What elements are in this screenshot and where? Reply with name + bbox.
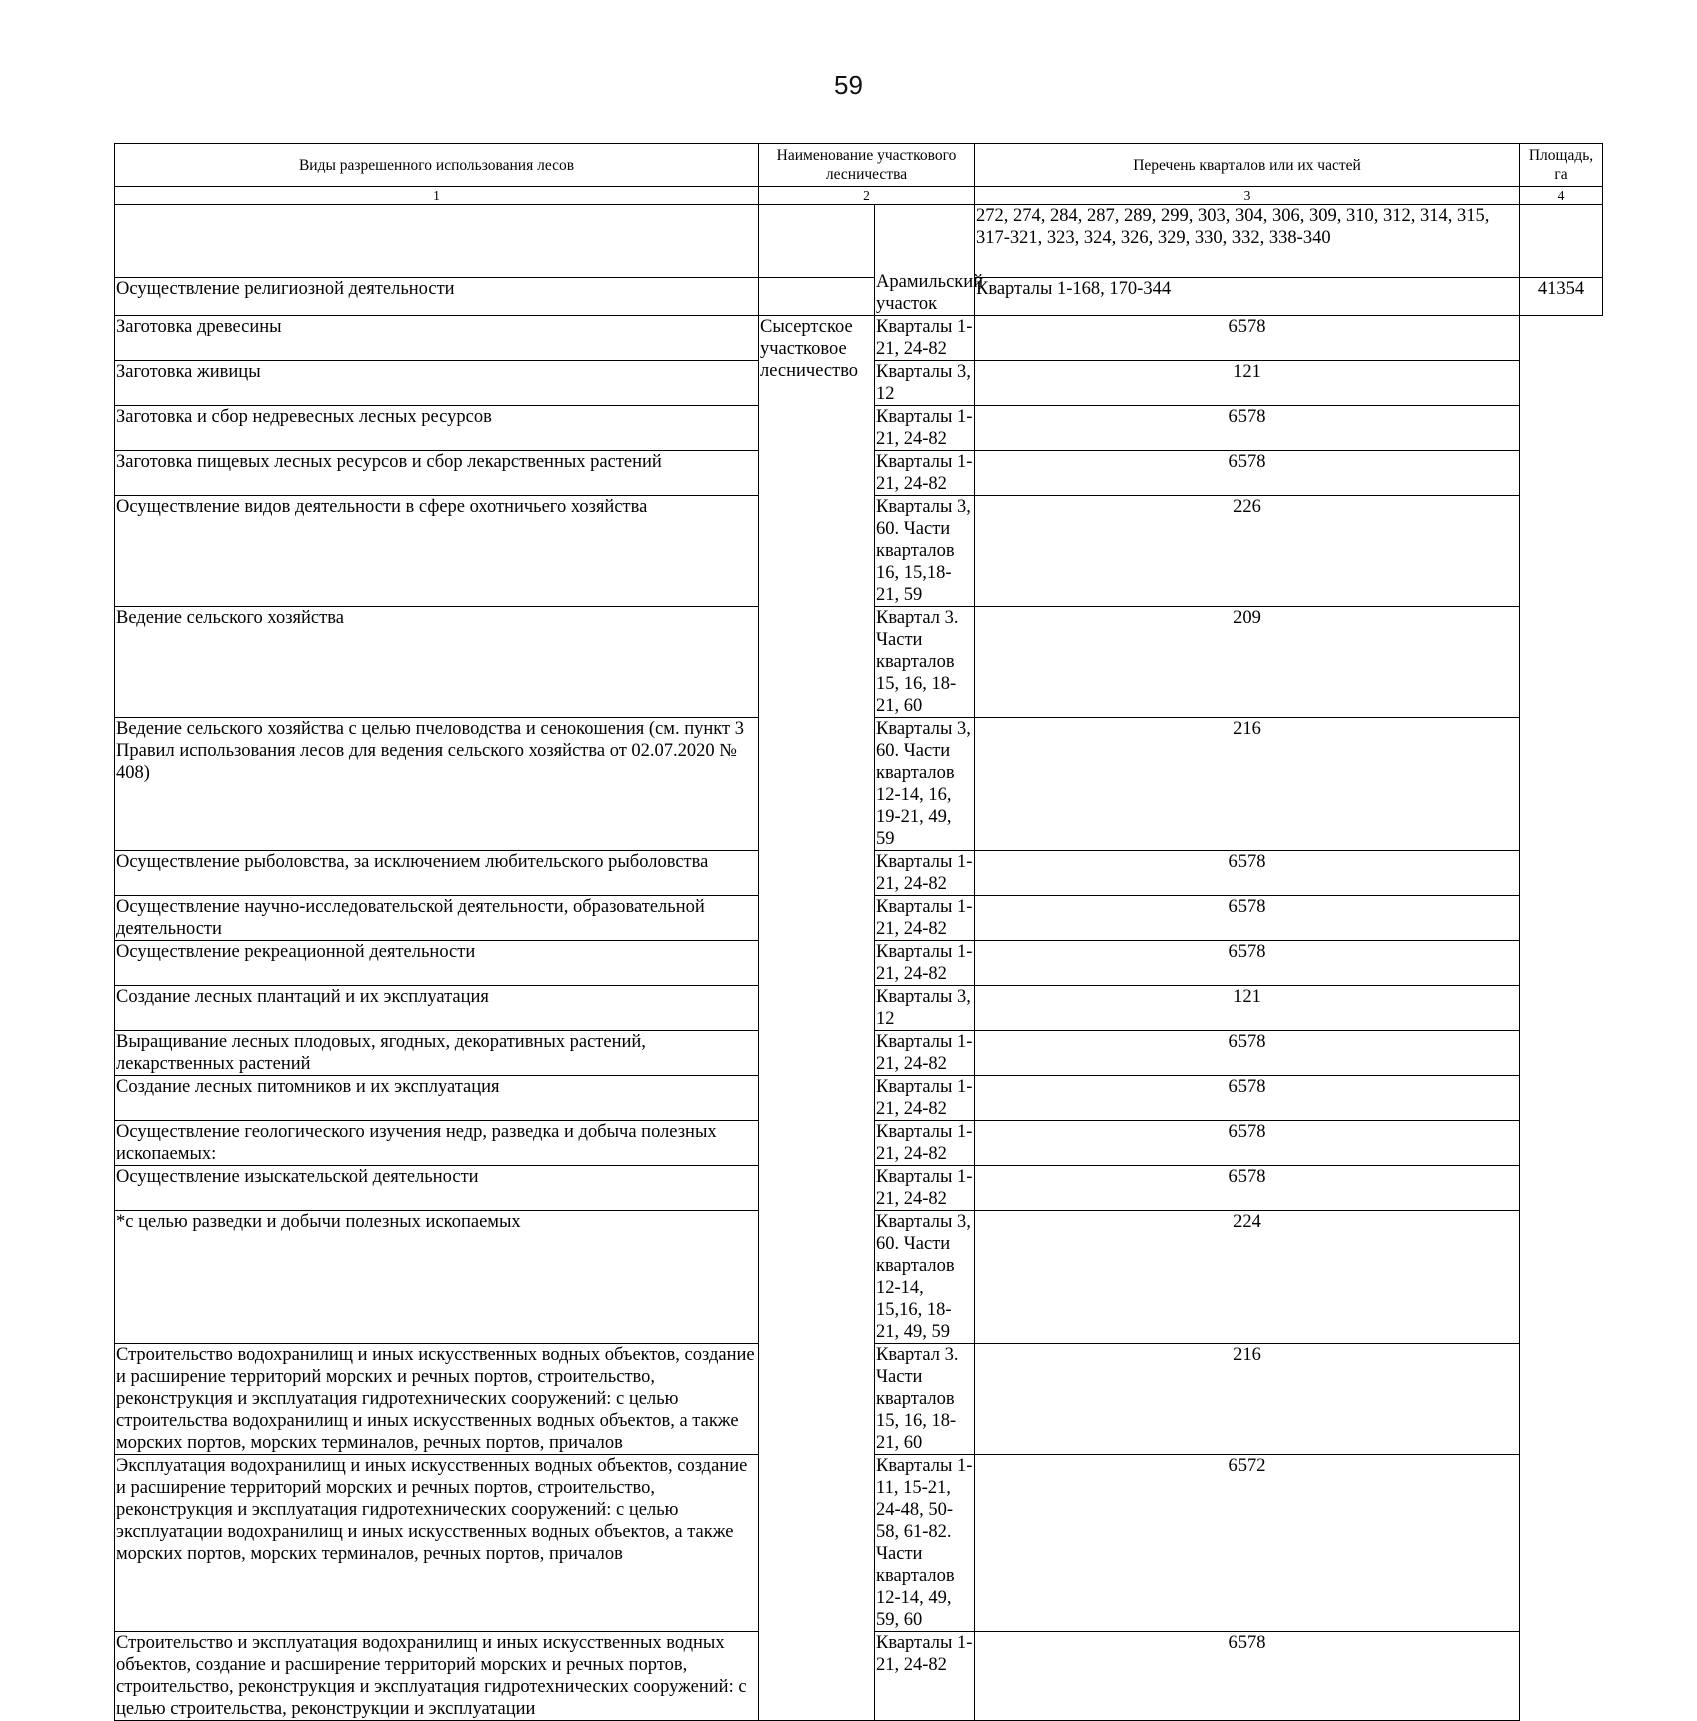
area-cell: 216 — [975, 1344, 1520, 1455]
quarters-cell: Кварталы 3, 12 — [875, 986, 975, 1031]
quarters-cell: Кварталы 1-21, 24-82 — [875, 941, 975, 986]
table-row-religious — [115, 278, 1603, 316]
use-cell: Осуществление рыболовства, за исключением любительского рыболовства — [115, 851, 759, 896]
use-cell: Создание лесных питомников и их эксплуатация — [115, 1076, 759, 1121]
forestry-cell — [759, 278, 875, 316]
area-cell: 6578 — [975, 451, 1520, 496]
use-cell: Создание лесных плантаций и их эксплуатация — [115, 986, 759, 1031]
use-cell: Осуществление рекреационной деятельности — [115, 941, 759, 986]
area-cell: 6578 — [975, 851, 1520, 896]
area-cell: 6578 — [975, 941, 1520, 986]
quarters-cell: Кварталы 1-21, 24-82 — [875, 1076, 975, 1121]
area-cell: 6572 — [975, 1455, 1520, 1632]
area-cell: 6578 — [975, 406, 1520, 451]
area-cell: 6578 — [975, 1632, 1520, 1721]
area-cell: 209 — [975, 607, 1520, 718]
use-cell: Строительство и эксплуатация водохранилищ и иных искусственных водных объектов, создание и расширение территорий морских и речных портов, строительство, реконструкция и эксплуатация гидротехнических сооружений: с целью строительства, реконструкции и эксплуатации — [115, 1632, 759, 1721]
use-cell: Осуществление изыскательской деятельности — [115, 1166, 759, 1211]
page-number: 59 — [834, 70, 863, 100]
use-cell: *с целью разведки и добычи полезных ископаемых — [115, 1211, 759, 1344]
quarters-cell: Кварталы 1-168, 170-344 — [975, 278, 1520, 316]
header-use-types: Виды разрешенного использования лесов — [115, 144, 759, 187]
quarters-cell: Кварталы 3, 60. Части кварталов 16, 15,18-21, 59 — [875, 496, 975, 607]
quarters-cell: Кварталы 3, 12 — [875, 361, 975, 406]
use-cell: Заготовка пищевых лесных ресурсов и сбор лекарственных растений — [115, 451, 759, 496]
quarters-cell: Кварталы 1-21, 24-82 — [875, 851, 975, 896]
use-cell: Эксплуатация водохранилищ и иных искусственных водных объектов, создание и расширение территорий морских и речных портов, строительство, реконструкция и эксплуатация гидротехнических сооружений: с целью эксплуатации водохранилищ и иных искусственных водных объектов, а также морских портов, морских терминалов, речных портов, причалов — [115, 1455, 759, 1632]
area-cell: 41354 — [1520, 278, 1603, 316]
area-cell: 6578 — [975, 316, 1520, 361]
use-cell: Строительство водохранилищ и иных искусственных водных объектов, создание и расширение территорий морских и речных портов, строительство, реконструкция и эксплуатация гидротехнических сооружений: с целью строительства водохранилищ и иных искусственных водных объектов, а также морских портов, морских терминалов, речных портов, причалов — [115, 1344, 759, 1455]
quarters-cell: Кварталы 1-21, 24-82 — [875, 316, 975, 361]
use-cell: Осуществление геологического изучения недр, разведка и добыча полезных ископаемых: — [115, 1121, 759, 1166]
quarters-cell: Кварталы 1-21, 24-82 — [875, 1031, 975, 1076]
column-number-4: 4 — [1520, 187, 1603, 205]
district-cell-empty — [875, 205, 984, 316]
district-name: Арамильский участок — [876, 272, 984, 314]
quarters-cell: Кварталы 1-21, 24-82 — [875, 1121, 975, 1166]
forest-use-table — [114, 143, 1603, 1721]
quarters-cell: Кварталы 1-21, 24-82 — [875, 1632, 975, 1721]
use-cell: Заготовка древесины — [115, 316, 759, 361]
quarters-cell: 272, 274, 284, 287, 289, 299, 303, 304, 306, 309, 310, 312, 314, 315, 317-321, 323, 324, 326, 329, 330, 332, 338-340 — [975, 205, 1520, 278]
column-number-1: 1 — [115, 187, 759, 205]
forestry-cell — [759, 205, 875, 278]
area-cell: 6578 — [975, 1076, 1520, 1121]
area-cell — [1520, 205, 1603, 278]
column-number-3: 3 — [975, 187, 1520, 205]
use-cell: Ведение сельского хозяйства — [115, 607, 759, 718]
use-cell: Ведение сельского хозяйства с целью пчеловодства и сенокошения (см. пункт 3 Правил использования лесов для ведения сельского хозяйства от 02.07.2020 № 408) — [115, 718, 759, 851]
area-cell: 121 — [975, 986, 1520, 1031]
area-cell: 224 — [975, 1211, 1520, 1344]
quarters-cell: Кварталы 3, 60. Части кварталов 12-14, 15,16, 18-21, 49, 59 — [875, 1211, 975, 1344]
quarters-cell: Кварталы 1-21, 24-82 — [875, 896, 975, 941]
area-cell: 6578 — [975, 1166, 1520, 1211]
area-cell: 216 — [975, 718, 1520, 851]
use-cell — [115, 205, 759, 278]
use-cell: Осуществление видов деятельности в сфере охотничьего хозяйства — [115, 496, 759, 607]
use-cell: Заготовка живицы — [115, 361, 759, 406]
use-cell: Выращивание лесных плодовых, ягодных, декоративных растений, лекарственных растений — [115, 1031, 759, 1076]
quarters-cell: Кварталы 1-11, 15-21, 24-48, 50-58, 61-82. Части кварталов 12-14, 49, 59, 60 — [875, 1455, 975, 1632]
use-cell: Осуществление религиозной деятельности — [115, 278, 759, 316]
area-cell: 6578 — [975, 896, 1520, 941]
quarters-cell: Кварталы 3, 60. Части кварталов 12-14, 16, 19-21, 49, 59 — [875, 718, 975, 851]
header-quarters: Перечень кварталов или их частей — [975, 144, 1520, 187]
quarters-cell: Кварталы 1-21, 24-82 — [875, 406, 975, 451]
forestry-name-cell: Сысертское участковое лесничество — [759, 316, 875, 1721]
column-number-2: 2 — [759, 187, 975, 205]
area-cell: 6578 — [975, 1121, 1520, 1166]
area-cell: 121 — [975, 361, 1520, 406]
quarters-cell: Квартал 3. Части кварталов 15, 16, 18-21, 60 — [875, 607, 975, 718]
area-cell: 6578 — [975, 1031, 1520, 1076]
table-body — [115, 316, 1603, 1721]
table-row-continuation — [115, 205, 1603, 278]
quarters-cell: Квартал 3. Части кварталов 15, 16, 18-21, 60 — [875, 1344, 975, 1455]
use-cell: Заготовка и сбор недревесных лесных ресурсов — [115, 406, 759, 451]
table-row — [115, 316, 1603, 361]
header-area: Площадь, га — [1520, 144, 1603, 187]
quarters-cell: Кварталы 1-21, 24-82 — [875, 1166, 975, 1211]
area-cell: 226 — [975, 496, 1520, 607]
use-cell: Осуществление научно-исследовательской деятельности, образовательной деятельности — [115, 896, 759, 941]
header-forestry-name: Наименование участкового лесничества — [759, 144, 975, 187]
quarters-cell: Кварталы 1-21, 24-82 — [875, 451, 975, 496]
